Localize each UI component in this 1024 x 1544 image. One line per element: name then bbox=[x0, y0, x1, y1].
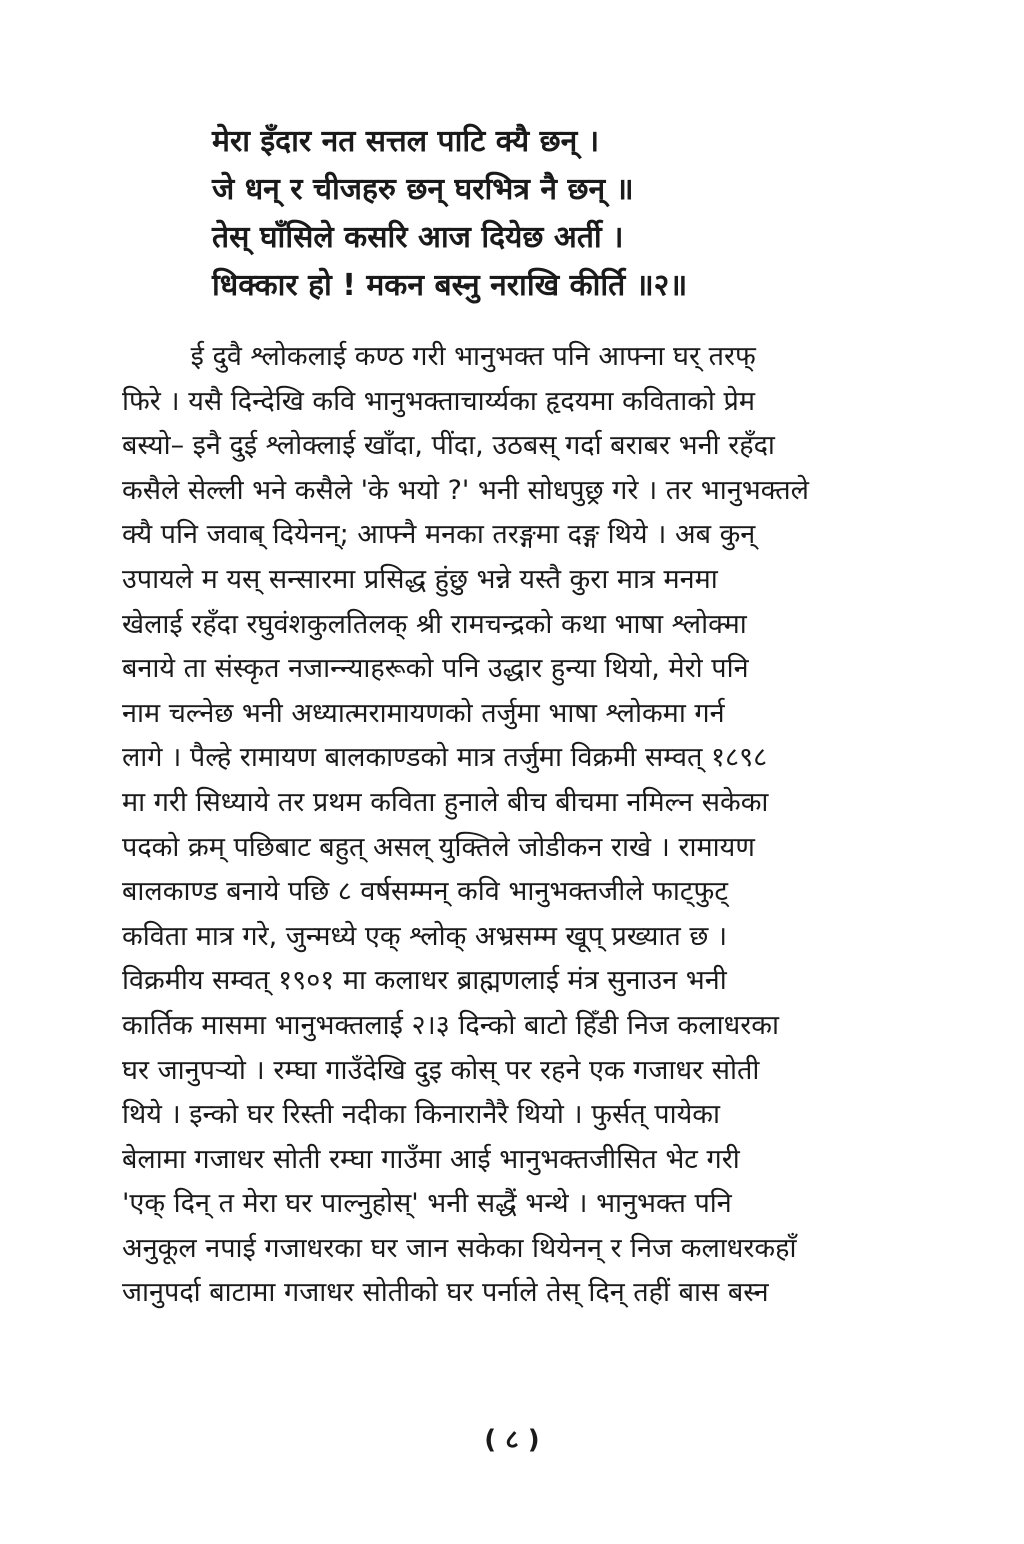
prose-line: क्यै पनि जवाब् दियेनन्; आफ्नै मनका तरङ्गमा दङ्ग थिये । अब कुन् bbox=[122, 519, 756, 551]
prose-line: कविता मात्र गरे, जुन्मध्ये एक् श्लोक् अभ्रसम्म खूप् प्रख्यात छ । bbox=[122, 920, 728, 952]
prose-line: बेलामा गजाधर सोती रम्घा गाउँमा आई भानुभक्तजीसित भेट गरी bbox=[122, 1143, 740, 1175]
prose-line: पदको क्रम् पछिबाट बहुत् असल् युक्तिले जोडीकन राखे । रामायण bbox=[122, 831, 755, 863]
prose-line: लागे । पैल्हे रामायण बालकाण्डको मात्र तर्जुमा विक्रमी सम्वत् १८९८ bbox=[122, 742, 768, 774]
verse-line: मेरा इँदार नत सत्तल पाटि क्यै छन् । bbox=[212, 124, 600, 159]
prose-line: ई दुवै श्लोकलाई कण्ठ गरी भानुभक्त पनि आफ्ना घर् तरफ् bbox=[122, 341, 756, 372]
prose-line: खेलाई रहँदा रघुवंशकुलतिलक् श्री रामचन्द्रको कथा भाषा श्लोक्मा bbox=[122, 608, 747, 640]
prose-line: नाम चल्नेछ भनी अध्यात्मरामायणको तर्जुमा भाषा श्लोकमा गर्न bbox=[122, 697, 725, 729]
verse-line: तेस् घाँसिले कसरि आज दियेछ अर्ती । bbox=[212, 220, 624, 255]
verse-block bbox=[212, 118, 812, 310]
prose-line: फिरे । यसै दिन्देखि कवि भानुभक्ताचार्य्यका हृदयमा कविताको प्रेम bbox=[122, 385, 756, 417]
prose-line: बनाये ता संस्कृत नजान्न्याहरूको पनि उद्धार हुन्या थियो, मेरो पनि bbox=[122, 653, 749, 685]
prose-line: उपायले म यस् सन्सारमा प्रसिद्ध हुंछु भन्ने यस्तै कुरा मात्र मनमा bbox=[122, 563, 718, 595]
prose-line: विक्रमीय सम्वत् १९०१ मा कलाधर ब्राह्मणलाई मंत्र सुनाउन भनी bbox=[122, 965, 727, 997]
prose-line: अनुकूल नपाई गजाधरका घर जान सकेका थियेनन् र निज कलाधरकहाँ bbox=[122, 1232, 797, 1264]
page-number: ( ८ ) bbox=[484, 1425, 540, 1455]
prose-block bbox=[122, 335, 922, 1316]
verse-line: धिक्कार हो ! मकन बस्नु नराखि कीर्ति ॥२॥ bbox=[212, 268, 688, 303]
prose-line: घर जानुपर्‍यो । रम्घा गाउँदेखि दुइ कोस् पर रहने एक गजाधर सोती bbox=[122, 1054, 760, 1086]
verse-line: जे धन् र चीजहरु छन् घरभित्र नै छन् ॥ bbox=[212, 172, 634, 207]
prose-line: बालकाण्ड बनाये पछि ८ वर्षसम्मन् कवि भानुभक्तजीले फाट्फुट् bbox=[122, 876, 728, 908]
prose-line: मा गरी सिध्याये तर प्रथम कविता हुनाले बीच बीचमा नमिल्न सकेका bbox=[122, 786, 769, 818]
prose-line: बस्यो– इनै दुई श्लोक्लाई खाँदा, पींदा, उठबस् गर्दा बराबर भनी रहँदा bbox=[122, 430, 775, 462]
prose-line: कसैले सेल्ली भने कसैले 'के भयो ?' भनी सोधपुछ्र गरे । तर भानुभक्तले bbox=[122, 474, 809, 506]
prose-line: थिये । इन्को घर रिस्ती नदीका किनारानैरै थियो । फुर्सत् पायेका bbox=[122, 1099, 720, 1131]
prose-line: जानुपर्दा बाटामा गजाधर सोतीको घर पर्नाले तेस् दिन् तहीं बास बस्न bbox=[122, 1277, 769, 1309]
prose-line: कार्तिक मासमा भानुभक्तलाई २।३ दिन्को बाटो हिँडी निज कलाधरका bbox=[122, 1009, 779, 1041]
prose-line: 'एक् दिन् त मेरा घर पाल्नुहोस्' भनी सद्धैं भन्थे । भानुभक्त पनि bbox=[122, 1188, 732, 1220]
